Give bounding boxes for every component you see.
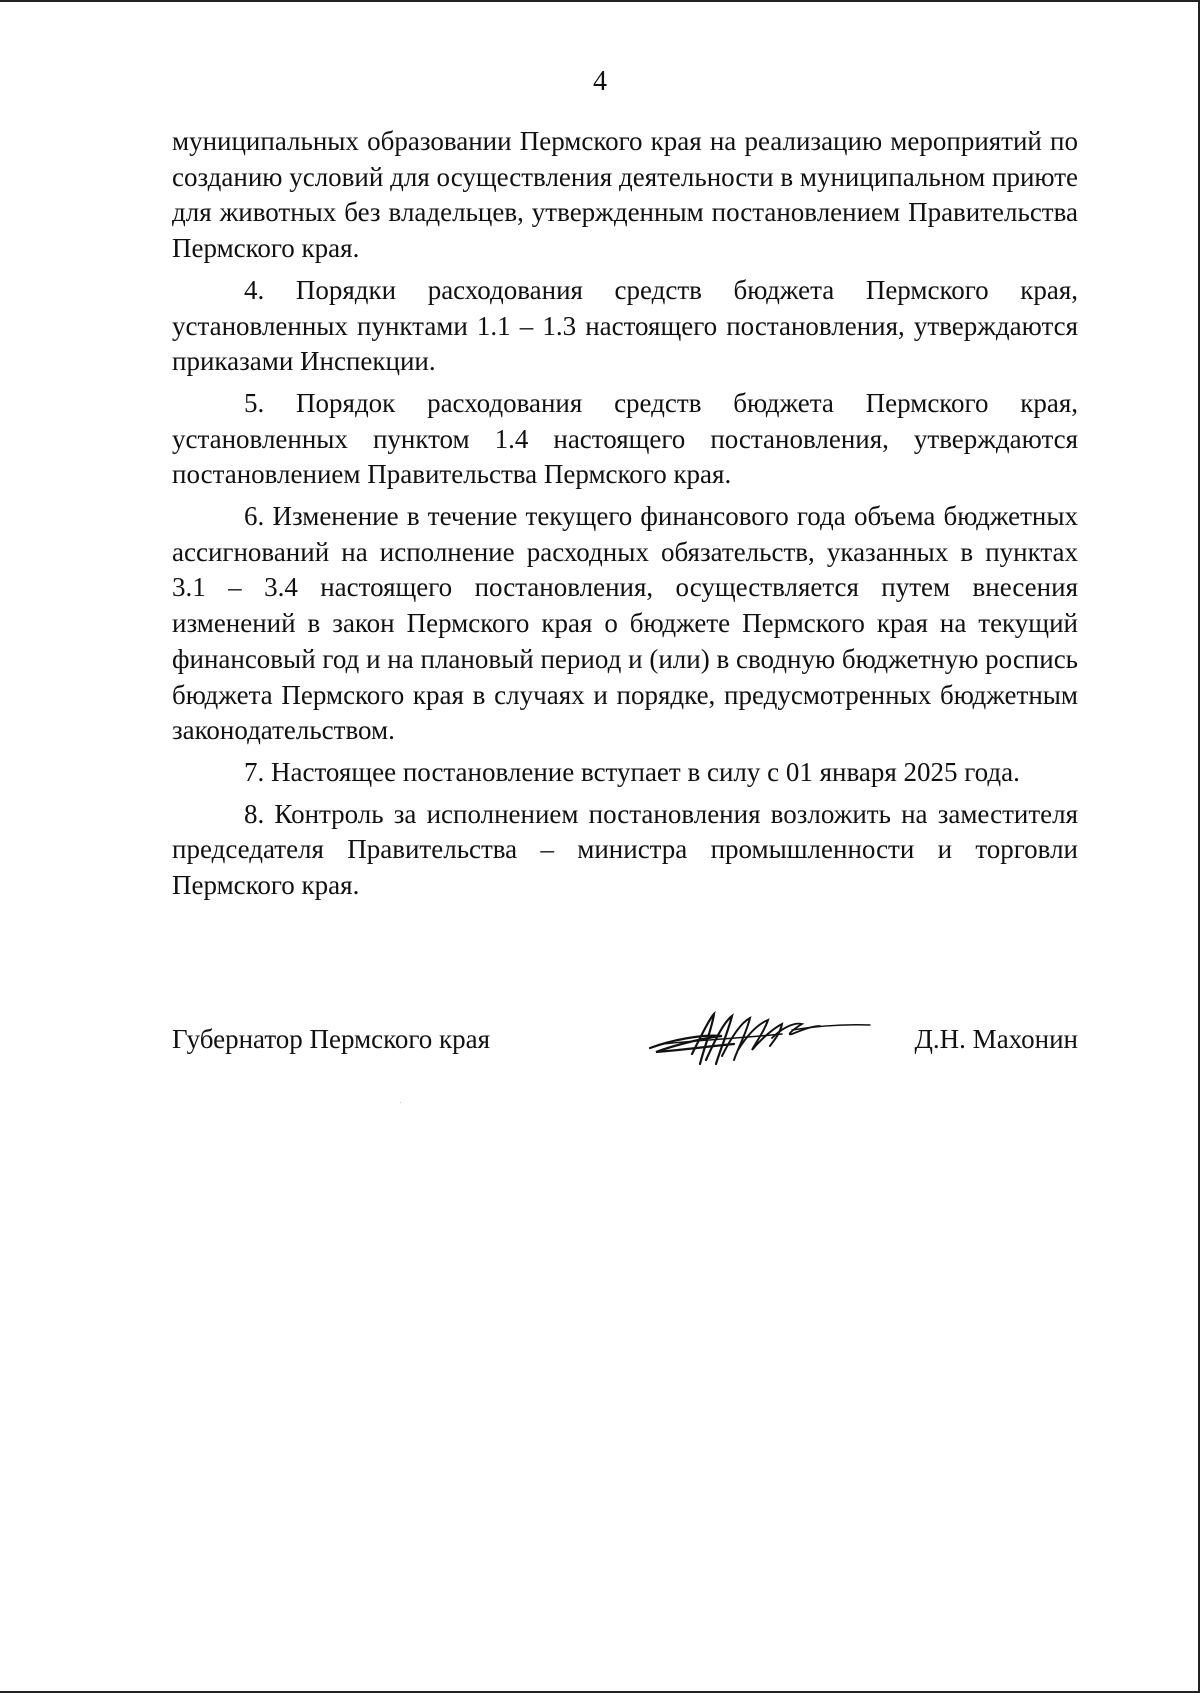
paragraph-continuation: муниципальных образовании Пермского края на реализацию мероприятий по созданию условий для осуществления деятельности в муниципальном приюте для животных без владельцев, утвержденным постановлением Правительства Пермского края. — [172, 126, 1078, 264]
paragraph-item-7: 7. Настоящее постановление вступает в силу с 01 января 2025 года. — [244, 756, 1020, 787]
signature-block — [172, 1020, 1078, 1080]
scan-artifact — [400, 1102, 401, 1103]
page-number: 4 — [593, 66, 607, 97]
paragraph-item-4: 4. Порядки расходования средств бюджета Пермского края, установленных пунктами 1.1 – 1.3 настоящего постановления, утверждаются приказами Инспекции. — [172, 274, 1078, 377]
paragraph-item-5: 5. Порядок расходования средств бюджета Пермского края, установленных пунктом 1.4 настоящего постановления, утверждаются постановлением Правительства Пермского края. — [172, 387, 1078, 490]
paragraph-item-8: 8. Контроль за исполнением постановления возложить на заместителя председателя Правительства – министра промышленности и торговли Пермского края. — [172, 798, 1078, 901]
paragraph-item-6: 6. Изменение в течение текущего финансового года объема бюджетных ассигнований на исполнение расходных обязательств, указанных в пунктах 3.1 – 3.4 настоящего постановления, осуществляется путем внесения изменений в закон Пермского края о бюджете Пермского края на текущий финансовый год и на плановый период и (или) в сводную бюджетную роспись бюджета Пермского края в случаях и порядке, предусмотренных бюджетным законодательством. — [172, 501, 1078, 746]
handwritten-signature — [642, 1004, 872, 1074]
signatory-name: Д.Н. Махонин — [914, 1024, 1078, 1054]
signatory-title: Губернатор Пермского края — [172, 1024, 491, 1054]
document-body — [172, 124, 1078, 904]
